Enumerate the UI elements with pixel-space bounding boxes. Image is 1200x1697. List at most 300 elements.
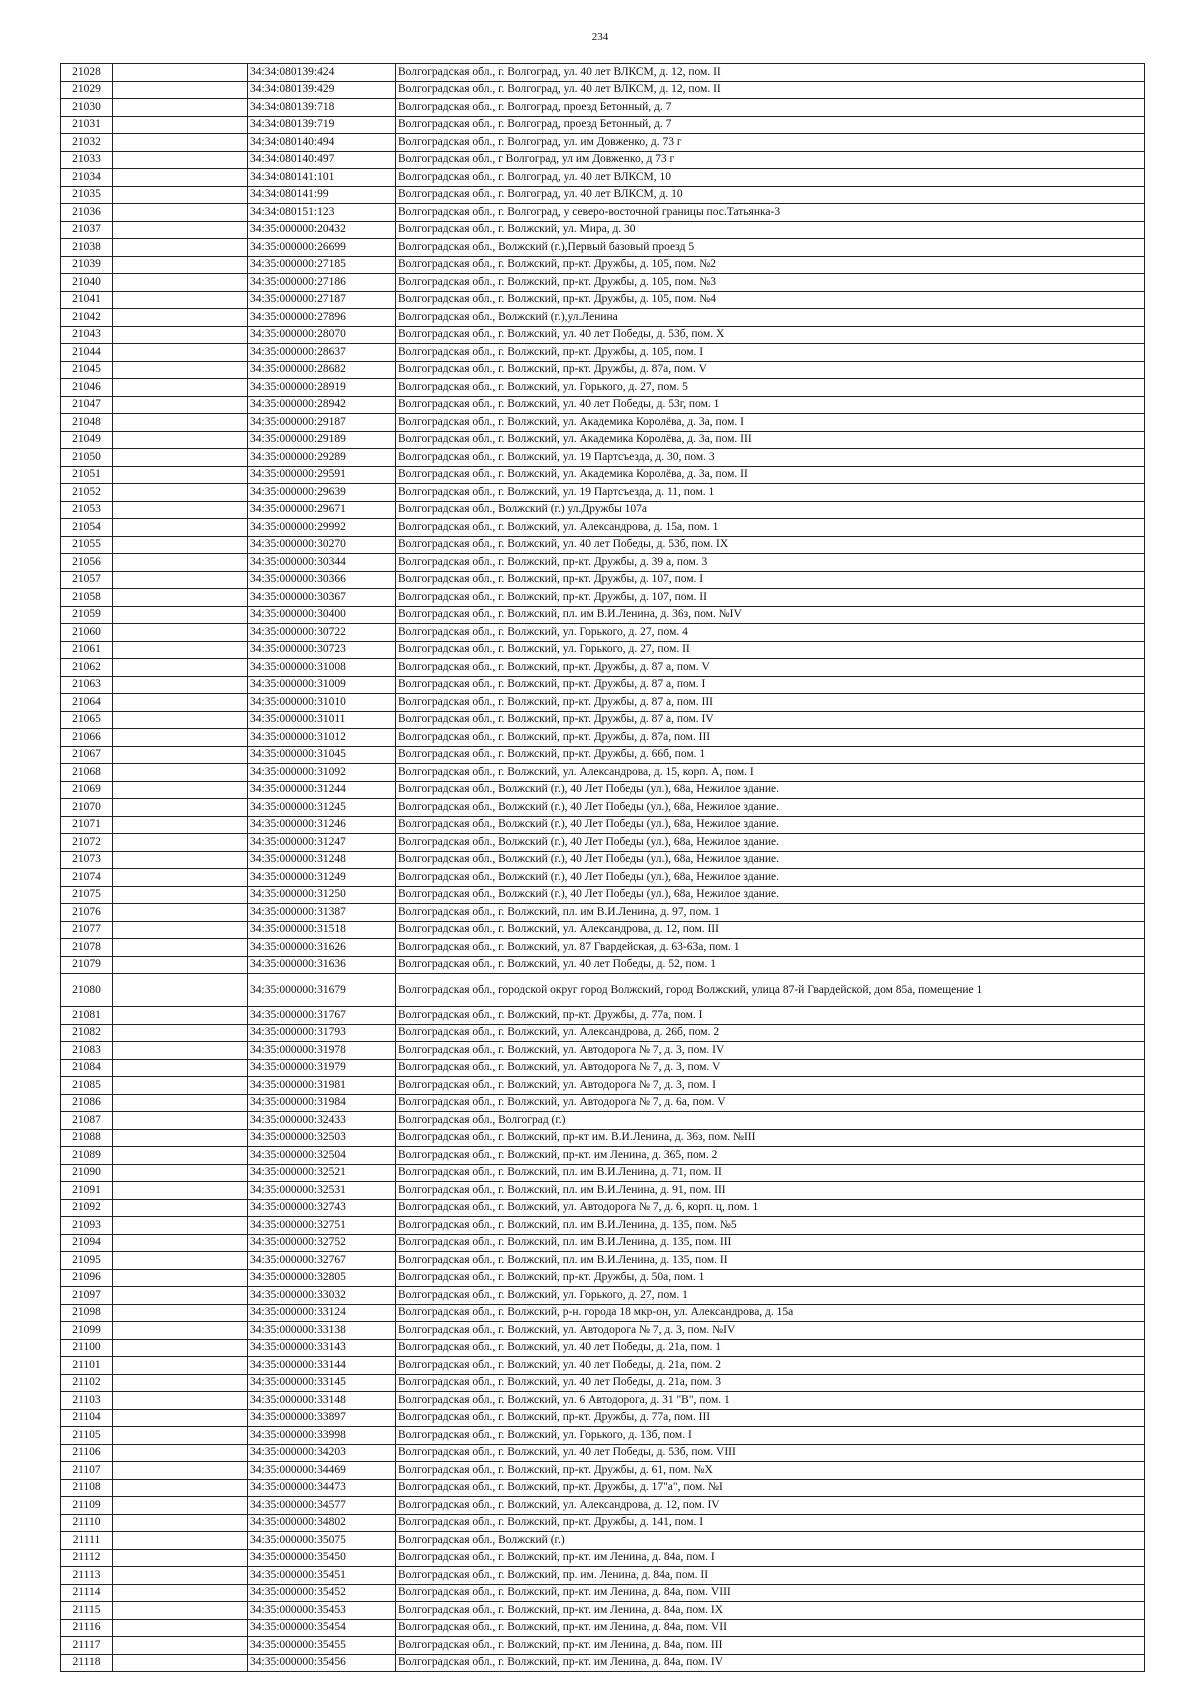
address-cell: Волгоградская обл., г. Волжский, пр-кт. Дружбы, д. 105, пом. I [396,344,1145,362]
address-cell: Волгоградская обл., г. Волжский, ул. Горького, д. 13б, пом. I [396,1427,1145,1445]
row-number-cell: 21042 [61,309,113,327]
table-row [61,851,1145,869]
table-row [61,239,1145,257]
cadastral-number-cell: 34:35:000000:28070 [248,326,396,344]
address-cell: Волгоградская обл., г. Волжский, пр-кт. Дружбы, д. 105, пом. №4 [396,291,1145,309]
blank-cell [113,1549,248,1567]
address-cell: Волгоградская обл., г. Волжский, ул. 40 лет Победы, д. 53б, пом. VIII [396,1444,1145,1462]
row-number-cell: 21088 [61,1129,113,1147]
table-row [61,1584,1145,1602]
blank-cell [113,1497,248,1515]
row-number-cell: 21117 [61,1637,113,1655]
address-cell: Волгоградская обл., г. Волжский, ул. 40 лет Победы, д. 53г, пом. 1 [396,396,1145,414]
cadastral-number-cell: 34:35:000000:33143 [248,1339,396,1357]
cadastral-number-cell: 34:35:000000:31247 [248,834,396,852]
row-number-cell: 21116 [61,1619,113,1637]
blank-cell [113,711,248,729]
address-cell: Волгоградская обл., г. Волжский, ул. 87 Гвардейская, д. 63-63а, пом. 1 [396,939,1145,957]
table-row [61,309,1145,327]
cadastral-number-cell: 34:35:000000:28682 [248,361,396,379]
cadastral-number-cell: 34:35:000000:33032 [248,1287,396,1305]
cadastral-number-cell: 34:35:000000:35455 [248,1637,396,1655]
row-number-cell: 21101 [61,1357,113,1375]
address-cell: Волгоградская обл., Волжский (г.), 40 Лет Победы (ул.), 68а, Нежилое здание. [396,781,1145,799]
address-cell: Волгоградская обл., г. Волжский, ул. Автодорога № 7, д. 6, корп. ц, пом. 1 [396,1199,1145,1217]
address-cell: Волгоградская обл., г. Волжский, ул. Мира, д. 30 [396,221,1145,239]
blank-cell [113,1252,248,1270]
blank-cell [113,1322,248,1340]
cadastral-number-cell: 34:35:000000:26699 [248,239,396,257]
address-cell: Волгоградская обл., г. Волжский, пл. им В.И.Ленина, д. 135, пом. III [396,1234,1145,1252]
cadastral-number-cell: 34:35:000000:31246 [248,816,396,834]
blank-cell [113,1164,248,1182]
table-row [61,186,1145,204]
table-row [61,1567,1145,1585]
row-number-cell: 21047 [61,396,113,414]
cadastral-number-cell: 34:35:000000:30722 [248,624,396,642]
row-number-cell: 21056 [61,554,113,572]
cadastral-number-cell: 34:35:000000:32521 [248,1164,396,1182]
blank-cell [113,1269,248,1287]
row-number-cell: 21112 [61,1549,113,1567]
address-cell: Волгоградская обл., г. Волжский, р-н. города 18 мкр-он, ул. Александрова, д. 15а [396,1304,1145,1322]
row-number-cell: 21114 [61,1584,113,1602]
cadastral-number-cell: 34:35:000000:32767 [248,1252,396,1270]
table-row [61,554,1145,572]
address-cell: Волгоградская обл., г. Волжский, ул. 19 Партсъезда, д. 30, пом. 3 [396,449,1145,467]
row-number-cell: 21108 [61,1479,113,1497]
row-number-cell: 21081 [61,1007,113,1025]
blank-cell [113,186,248,204]
table-row [61,1444,1145,1462]
table-row [61,1007,1145,1025]
row-number-cell: 21041 [61,291,113,309]
address-cell: Волгоградская обл., Волжский (г.), 40 Лет Победы (ул.), 68а, Нежилое здание. [396,886,1145,904]
address-cell: Волгоградская обл., г. Волжский, пр-кт. Дружбы, д. 105, пом. №3 [396,274,1145,292]
address-cell: Волгоградская обл., г. Волжский, ул. Академика Королёва, д. 3а, пом. III [396,431,1145,449]
cadastral-number-cell: 34:35:000000:31250 [248,886,396,904]
blank-cell [113,659,248,677]
row-number-cell: 21059 [61,606,113,624]
row-number-cell: 21094 [61,1234,113,1252]
table-row [61,781,1145,799]
blank-cell [113,1357,248,1375]
cadastral-number-cell: 34:35:000000:28942 [248,396,396,414]
address-cell: Волгоградская обл., г. Волжский, пр-кт. Дружбы, д. 17"а", пом. №I [396,1479,1145,1497]
row-number-cell: 21067 [61,746,113,764]
blank-cell [113,449,248,467]
address-cell: Волгоградская обл., г. Волжский, пр. им. Ленина, д. 84а, пом. II [396,1567,1145,1585]
blank-cell [113,221,248,239]
row-number-cell: 21062 [61,659,113,677]
row-number-cell: 21063 [61,676,113,694]
blank-cell [113,1287,248,1305]
address-cell: Волгоградская обл., г. Волгоград, ул. 40 лет ВЛКСМ, 10 [396,169,1145,187]
blank-cell [113,1217,248,1235]
address-cell: Волгоградская обл., г. Волжский, ул. Александрова, д. 12, пом. IV [396,1497,1145,1515]
blank-cell [113,1462,248,1480]
cadastral-number-cell: 34:35:000000:29992 [248,519,396,537]
table-row [61,676,1145,694]
address-cell: Волгоградская обл., Волжский (г.), 40 Лет Победы (ул.), 68а, Нежилое здание. [396,869,1145,887]
cadastral-number-cell: 34:35:000000:32504 [248,1147,396,1165]
table-row [61,274,1145,292]
cadastral-number-cell: 34:35:000000:29671 [248,501,396,519]
cadastral-number-cell: 34:35:000000:33148 [248,1392,396,1410]
blank-cell [113,1514,248,1532]
table-row [61,729,1145,747]
address-cell: Волгоградская обл., г. Волжский, ул. Александрова, д. 26б, пом. 2 [396,1024,1145,1042]
page-number: 234 [591,31,609,43]
address-cell: Волгоградская обл., г. Волжский, пл. им В.И.Ленина, д. 71, пом. II [396,1164,1145,1182]
blank-cell [113,1567,248,1585]
blank-cell [113,1602,248,1620]
row-number-cell: 21092 [61,1199,113,1217]
address-cell: Волгоградская обл., Волжский (г.), 40 Лет Победы (ул.), 68а, Нежилое здание. [396,816,1145,834]
row-number-cell: 21105 [61,1427,113,1445]
address-cell: Волгоградская обл., г. Волжский, пр-кт. им Ленина, д. 84а, пом. IX [396,1602,1145,1620]
table-row [61,711,1145,729]
address-cell: Волгоградская обл., г. Волгоград, проезд Бетонный, д. 7 [396,99,1145,117]
table-row [61,904,1145,922]
row-number-cell: 21106 [61,1444,113,1462]
cadastral-number-cell: 34:34:080151:123 [248,204,396,222]
row-number-cell: 21064 [61,694,113,712]
table-row [61,1147,1145,1165]
address-cell: Волгоградская обл., Волжский (г.),ул.Ленина [396,309,1145,327]
table-row [61,449,1145,467]
address-cell: Волгоградская обл., г. Волжский, пл. им В.И.Ленина, д. 91, пом. III [396,1182,1145,1200]
cadastral-number-cell: 34:35:000000:29591 [248,466,396,484]
cadastral-number-cell: 34:35:000000:31979 [248,1059,396,1077]
table-row [61,1287,1145,1305]
cadastral-number-cell: 34:35:000000:31249 [248,869,396,887]
cadastral-number-cell: 34:35:000000:31387 [248,904,396,922]
address-cell: Волгоградская обл., Волжский (г.), 40 Лет Победы (ул.), 68а, Нежилое здание. [396,834,1145,852]
table-row [61,326,1145,344]
blank-cell [113,204,248,222]
cadastral-number-cell: 34:35:000000:27186 [248,274,396,292]
cadastral-number-cell: 34:35:000000:35450 [248,1549,396,1567]
blank-cell [113,1584,248,1602]
row-number-cell: 21073 [61,851,113,869]
table-row [61,571,1145,589]
blank-cell [113,519,248,537]
table-row [61,1339,1145,1357]
cadastral-number-cell: 34:35:000000:28919 [248,379,396,397]
row-number-cell: 21049 [61,431,113,449]
cadastral-number-cell: 34:35:000000:30400 [248,606,396,624]
cadastral-number-cell: 34:35:000000:28637 [248,344,396,362]
table-row [61,291,1145,309]
table-row [61,221,1145,239]
row-number-cell: 21110 [61,1514,113,1532]
cadastral-number-cell: 34:35:000000:31248 [248,851,396,869]
address-cell: Волгоградская обл., г. Волжский, пл. им В.И.Ленина, д. 135, пом. №5 [396,1217,1145,1235]
table-row [61,921,1145,939]
blank-cell [113,501,248,519]
cadastral-number-cell: 34:34:080140:497 [248,151,396,169]
blank-cell [113,799,248,817]
table-row [61,501,1145,519]
row-number-cell: 21074 [61,869,113,887]
table-row [61,589,1145,607]
blank-cell [113,1619,248,1637]
table-row [61,606,1145,624]
blank-cell [113,834,248,852]
table-row [61,1059,1145,1077]
row-number-cell: 21038 [61,239,113,257]
table-row [61,869,1145,887]
blank-cell [113,1304,248,1322]
cadastral-number-cell: 34:35:000000:31011 [248,711,396,729]
address-cell: Волгоградская обл., г. Волгоград, ул. 40 лет ВЛКСМ, д. 12, пом. II [396,64,1145,82]
table-row [61,886,1145,904]
blank-cell [113,361,248,379]
address-cell: Волгоградская обл., г. Волжский, ул. Горького, д. 27, пом. 5 [396,379,1145,397]
cadastral-number-cell: 34:35:000000:35452 [248,1584,396,1602]
blank-cell [113,746,248,764]
cadastral-number-cell: 34:35:000000:31981 [248,1077,396,1095]
table-row [61,799,1145,817]
table-row [61,1532,1145,1550]
cadastral-number-cell: 34:34:080139:424 [248,64,396,82]
table-row [61,956,1145,974]
row-number-cell: 21077 [61,921,113,939]
table-row [61,1129,1145,1147]
row-number-cell: 21050 [61,449,113,467]
row-number-cell: 21100 [61,1339,113,1357]
table-row [61,1077,1145,1095]
table-row [61,431,1145,449]
row-number-cell: 21051 [61,466,113,484]
cadastral-number-cell: 34:35:000000:30367 [248,589,396,607]
blank-cell [113,1427,248,1445]
cadastral-number-cell: 34:35:000000:35454 [248,1619,396,1637]
blank-cell [113,1112,248,1130]
blank-cell [113,729,248,747]
row-number-cell: 21032 [61,134,113,152]
registry-table [60,63,1145,1672]
row-number-cell: 21053 [61,501,113,519]
cadastral-number-cell: 34:35:000000:31008 [248,659,396,677]
blank-cell [113,309,248,327]
blank-cell [113,151,248,169]
cadastral-number-cell: 34:35:000000:31010 [248,694,396,712]
blank-cell [113,99,248,117]
row-number-cell: 21095 [61,1252,113,1270]
cadastral-number-cell: 34:35:000000:31012 [248,729,396,747]
row-number-cell: 21061 [61,641,113,659]
table-row [61,746,1145,764]
row-number-cell: 21055 [61,536,113,554]
cadastral-number-cell: 34:34:080139:429 [248,81,396,99]
address-cell: Волгоградская обл., г. Волжский, ул. 40 лет Победы, д. 21а, пом. 2 [396,1357,1145,1375]
blank-cell [113,414,248,432]
table-row [61,151,1145,169]
table-row [61,1304,1145,1322]
row-number-cell: 21045 [61,361,113,379]
blank-cell [113,326,248,344]
cadastral-number-cell: 34:35:000000:31518 [248,921,396,939]
cadastral-number-cell: 34:35:000000:32743 [248,1199,396,1217]
table-row [61,1602,1145,1620]
row-number-cell: 21031 [61,116,113,134]
cadastral-number-cell: 34:35:000000:31679 [248,974,396,1007]
row-number-cell: 21087 [61,1112,113,1130]
table-row [61,1042,1145,1060]
blank-cell [113,939,248,957]
address-cell: Волгоградская обл., г. Волжский, ул. Горького, д. 27, пом. 4 [396,624,1145,642]
table-row [61,1479,1145,1497]
row-number-cell: 21089 [61,1147,113,1165]
row-number-cell: 21096 [61,1269,113,1287]
cadastral-number-cell: 34:35:000000:35451 [248,1567,396,1585]
table-row [61,1619,1145,1637]
table-row [61,1409,1145,1427]
address-cell: Волгоградская обл., г. Волжский, ул. Горького, д. 27, пом. II [396,641,1145,659]
address-cell: Волгоградская обл., г. Волжский, пр-кт. Дружбы, д. 77а, пом. III [396,1409,1145,1427]
table-row [61,816,1145,834]
table-row [61,764,1145,782]
blank-cell [113,1199,248,1217]
row-number-cell: 21044 [61,344,113,362]
cadastral-number-cell: 34:35:000000:31978 [248,1042,396,1060]
address-cell: Волгоградская обл., Волжский (г.), 40 Лет Победы (ул.), 68а, Нежилое здание. [396,799,1145,817]
row-number-cell: 21113 [61,1567,113,1585]
row-number-cell: 21111 [61,1532,113,1550]
cadastral-number-cell: 34:35:000000:31092 [248,764,396,782]
cadastral-number-cell: 34:35:000000:32752 [248,1234,396,1252]
blank-cell [113,344,248,362]
cadastral-number-cell: 34:35:000000:35075 [248,1532,396,1550]
address-cell: Волгоградская обл., г. Волжский, пр-кт. Дружбы, д. 39 а, пом. 3 [396,554,1145,572]
blank-cell [113,396,248,414]
address-cell: Волгоградская обл., г. Волжский, пл. им В.И.Ленина, д. 36з, пом. №IV [396,606,1145,624]
table-row [61,204,1145,222]
row-number-cell: 21093 [61,1217,113,1235]
blank-cell [113,1479,248,1497]
table-row [61,99,1145,117]
address-cell: Волгоградская обл., г. Волжский, ул. Академика Королёва, д. 3а, пом. I [396,414,1145,432]
blank-cell [113,1374,248,1392]
address-cell: Волгоградская обл., Волжский (г.),Первый базовый проезд 5 [396,239,1145,257]
address-cell: Волгоградская обл., г. Волжский, пр-кт. Дружбы, д. 61, пом. №X [396,1462,1145,1480]
cadastral-number-cell: 34:35:000000:20432 [248,221,396,239]
cadastral-number-cell: 34:35:000000:31767 [248,1007,396,1025]
cadastral-number-cell: 34:35:000000:34577 [248,1497,396,1515]
address-cell: Волгоградская обл., г. Волжский, пр-кт. Дружбы, д. 77а, пом. I [396,1007,1145,1025]
table-row [61,379,1145,397]
table-row [61,641,1145,659]
cadastral-number-cell: 34:35:000000:32433 [248,1112,396,1130]
row-number-cell: 21090 [61,1164,113,1182]
table-row [61,1427,1145,1445]
table-row [61,624,1145,642]
row-number-cell: 21107 [61,1462,113,1480]
cadastral-number-cell: 34:35:000000:31244 [248,781,396,799]
table-row [61,344,1145,362]
row-number-cell: 21043 [61,326,113,344]
blank-cell [113,624,248,642]
cadastral-number-cell: 34:35:000000:33144 [248,1357,396,1375]
row-number-cell: 21103 [61,1392,113,1410]
table-row [61,1199,1145,1217]
cadastral-number-cell: 34:35:000000:33897 [248,1409,396,1427]
blank-cell [113,1234,248,1252]
row-number-cell: 21098 [61,1304,113,1322]
cadastral-number-cell: 34:35:000000:33124 [248,1304,396,1322]
cadastral-number-cell: 34:35:000000:31984 [248,1094,396,1112]
row-number-cell: 21075 [61,886,113,904]
table-row [61,1234,1145,1252]
address-cell: Волгоградская обл., г. Волжский, пр-кт. им Ленина, д. 84а, пом. IV [396,1654,1145,1672]
blank-cell [113,974,248,1007]
address-cell: Волгоградская обл., г. Волжский, пр-кт. Дружбы, д. 87а, пом. V [396,361,1145,379]
row-number-cell: 21030 [61,99,113,117]
row-number-cell: 21076 [61,904,113,922]
address-cell: Волгоградская обл., г. Волжский, пр-кт. Дружбы, д. 141, пом. I [396,1514,1145,1532]
row-number-cell: 21028 [61,64,113,82]
address-cell: Волгоградская обл., г Волгоград, ул им Довженко, д 73 г [396,151,1145,169]
blank-cell [113,781,248,799]
address-cell: Волгоградская обл., городской округ город Волжский, город Волжский, улица 87-й Гвардейской, дом 85а, помещение 1 [396,974,1145,1007]
blank-cell [113,869,248,887]
blank-cell [113,606,248,624]
table-row [61,1252,1145,1270]
address-cell: Волгоградская обл., г. Волжский, пр-кт. Дружбы, д. 107, пом. I [396,571,1145,589]
table-row [61,1462,1145,1480]
address-cell: Волгоградская обл., г. Волжский, ул. 40 лет Победы, д. 21а, пом. 1 [396,1339,1145,1357]
blank-cell [113,1392,248,1410]
blank-cell [113,764,248,782]
blank-cell [113,1007,248,1025]
address-cell: Волгоградская обл., г. Волгоград, ул. 40 лет ВЛКСМ, д. 10 [396,186,1145,204]
address-cell: Волгоградская обл., г. Волжский, пр-кт. Дружбы, д. 50а, пом. 1 [396,1269,1145,1287]
row-number-cell: 21040 [61,274,113,292]
address-cell: Волгоградская обл., г. Волжский, пр-кт. Дружбы, д. 87 а, пом. I [396,676,1145,694]
table-row [61,1497,1145,1515]
address-cell: Волгоградская обл., г. Волжский, ул. Автодорога № 7, д. 3, пом. V [396,1059,1145,1077]
blank-cell [113,886,248,904]
row-number-cell: 21079 [61,956,113,974]
row-number-cell: 21118 [61,1654,113,1672]
address-cell: Волгоградская обл., г. Волжский, ул. 6 Автодорога, д. 31 "В", пом. 1 [396,1392,1145,1410]
blank-cell [113,1077,248,1095]
table-row [61,519,1145,537]
address-cell: Волгоградская обл., г. Волжский, ул. 40 лет Победы, д. 52, пом. 1 [396,956,1145,974]
address-cell: Волгоградская обл., г. Волжский, ул. Автодорога № 7, д. 3, пом. I [396,1077,1145,1095]
address-cell: Волгоградская обл., г. Волжский, пл. им В.И.Ленина, д. 97, пом. 1 [396,904,1145,922]
row-number-cell: 21097 [61,1287,113,1305]
cadastral-number-cell: 34:34:080139:718 [248,99,396,117]
row-number-cell: 21048 [61,414,113,432]
cadastral-number-cell: 34:35:000000:35456 [248,1654,396,1672]
table-row [61,834,1145,852]
blank-cell [113,64,248,82]
row-number-cell: 21066 [61,729,113,747]
row-number-cell: 21036 [61,204,113,222]
row-number-cell: 21054 [61,519,113,537]
table-row [61,134,1145,152]
row-number-cell: 21082 [61,1024,113,1042]
cadastral-number-cell: 34:35:000000:29189 [248,431,396,449]
address-cell: Волгоградская обл., г. Волжский, ул. Академика Королёва, д. 3а, пом. II [396,466,1145,484]
address-cell: Волгоградская обл., г. Волжский, пр-кт им. В.И.Ленина, д. 36з, пом. №III [396,1129,1145,1147]
row-number-cell: 21068 [61,764,113,782]
blank-cell [113,921,248,939]
address-cell: Волгоградская обл., г. Волжский, пл. им В.И.Ленина, д. 135, пом. II [396,1252,1145,1270]
